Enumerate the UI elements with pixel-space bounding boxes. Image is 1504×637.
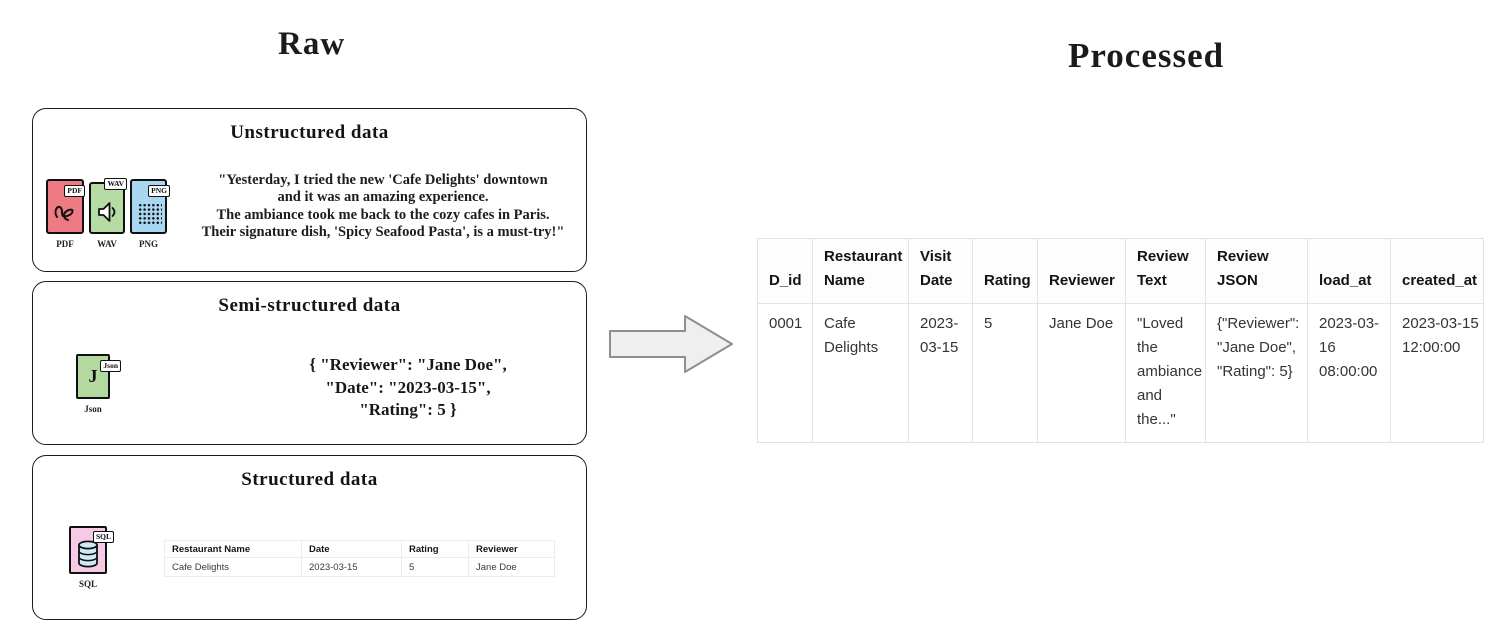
- png-file-icon: [130, 179, 167, 249]
- structured-mini-table: [164, 540, 555, 577]
- processed-cell: "Loved the ambiance and the...": [1126, 304, 1206, 443]
- json-snippet: [263, 354, 553, 422]
- pdf-file-icon: [46, 179, 84, 249]
- quote-line: "Yesterday, I tried the new 'Cafe Delights' downtown: [218, 172, 548, 188]
- mini-table-cell: Cafe Delights: [165, 558, 302, 577]
- processed-table-row: [758, 304, 1484, 443]
- mini-table-header-cell: Rating: [402, 541, 469, 558]
- database-icon: [76, 539, 100, 569]
- processed-cell: Jane Doe: [1038, 304, 1126, 443]
- semi-structured-data-box: [32, 281, 587, 445]
- processed-header-cell: load_at: [1308, 239, 1391, 304]
- structured-box-title: Structured data: [241, 469, 378, 490]
- speaker-icon: [95, 201, 119, 223]
- processed-cell: 2023-03-15 12:00:00: [1391, 304, 1484, 443]
- json-label: Json: [84, 404, 102, 414]
- wav-file-icon: [89, 179, 125, 249]
- processed-cell: 0001: [758, 304, 813, 443]
- processed-table: [757, 238, 1484, 443]
- pdf-card: [46, 179, 84, 234]
- processed-header-cell: D_id: [758, 239, 813, 304]
- sql-label: SQL: [78, 579, 97, 589]
- processed-header-cell: Visit Date: [909, 239, 973, 304]
- wav-card: [89, 179, 125, 234]
- processed-header-cell: created_at: [1391, 239, 1484, 304]
- json-line: "Date": "2023-03-15",: [325, 377, 491, 397]
- processed-cell: {"Reviewer": "Jane Doe", "Rating": 5}: [1206, 304, 1308, 443]
- processed-cell: Cafe Delights: [813, 304, 909, 443]
- processed-header-cell: Rating: [973, 239, 1038, 304]
- processed-cell: 2023-03-15: [909, 304, 973, 443]
- png-badge: PNG: [148, 185, 170, 197]
- mini-table-cell: Jane Doe: [469, 558, 555, 577]
- json-letter: J: [88, 366, 98, 386]
- transform-arrow-icon: [608, 311, 736, 377]
- processed-section-title: Processed: [1068, 36, 1225, 75]
- png-card: [130, 179, 167, 234]
- sql-badge: SQL: [93, 531, 114, 543]
- wav-badge: WAV: [104, 178, 127, 190]
- review-quote: [181, 172, 585, 241]
- pdf-label: PDF: [56, 239, 74, 249]
- processed-header-cell: Restaurant Name: [813, 239, 909, 304]
- processed-table-header-row: [758, 239, 1484, 304]
- png-label: PNG: [139, 239, 158, 249]
- quote-line: and it was an amazing experience.: [277, 189, 489, 206]
- json-card: [76, 354, 118, 399]
- json-line: { "Reviewer": "Jane Doe",: [309, 355, 507, 374]
- mini-table-cell: 5: [402, 558, 469, 577]
- json-line: "Rating": 5 }: [359, 400, 457, 419]
- quote-line: Their signature dish, 'Spicy Seafood Pasta', is a must-try!": [201, 223, 565, 240]
- processed-header-cell: Review JSON: [1206, 239, 1308, 304]
- raw-section-title: Raw: [278, 26, 346, 62]
- mini-table-header-row: [165, 541, 555, 558]
- mini-table-cell: 2023-03-15: [302, 558, 402, 577]
- processed-cell: 5: [973, 304, 1038, 443]
- unstructured-data-box: [32, 108, 587, 272]
- processed-cell: 2023-03-16 08:00:00: [1308, 304, 1391, 443]
- quote-line: The ambiance took me back to the cozy cafes in Paris.: [216, 206, 550, 223]
- processed-header-cell: Review Text: [1126, 239, 1206, 304]
- unstructured-box-title: Unstructured data: [230, 122, 389, 143]
- sql-file-icon: [69, 526, 111, 589]
- pdf-squiggle-icon: [52, 199, 78, 223]
- mini-table-header-cell: Date: [302, 541, 402, 558]
- wav-label: WAV: [97, 239, 117, 249]
- structured-data-box: [32, 455, 587, 620]
- semi-structured-box-title: Semi-structured data: [218, 295, 401, 316]
- pdf-badge: PDF: [64, 185, 85, 197]
- processed-header-cell: Reviewer: [1038, 239, 1126, 304]
- json-file-icon: [76, 354, 118, 414]
- mini-table-header-cell: Restaurant Name: [165, 541, 302, 558]
- json-badge: Json: [100, 360, 121, 372]
- file-icons-row: [46, 179, 167, 249]
- mini-table-row: [165, 558, 555, 577]
- sql-card: [69, 526, 111, 574]
- pixel-pattern-icon: [138, 203, 162, 225]
- mini-table-header-cell: Reviewer: [469, 541, 555, 558]
